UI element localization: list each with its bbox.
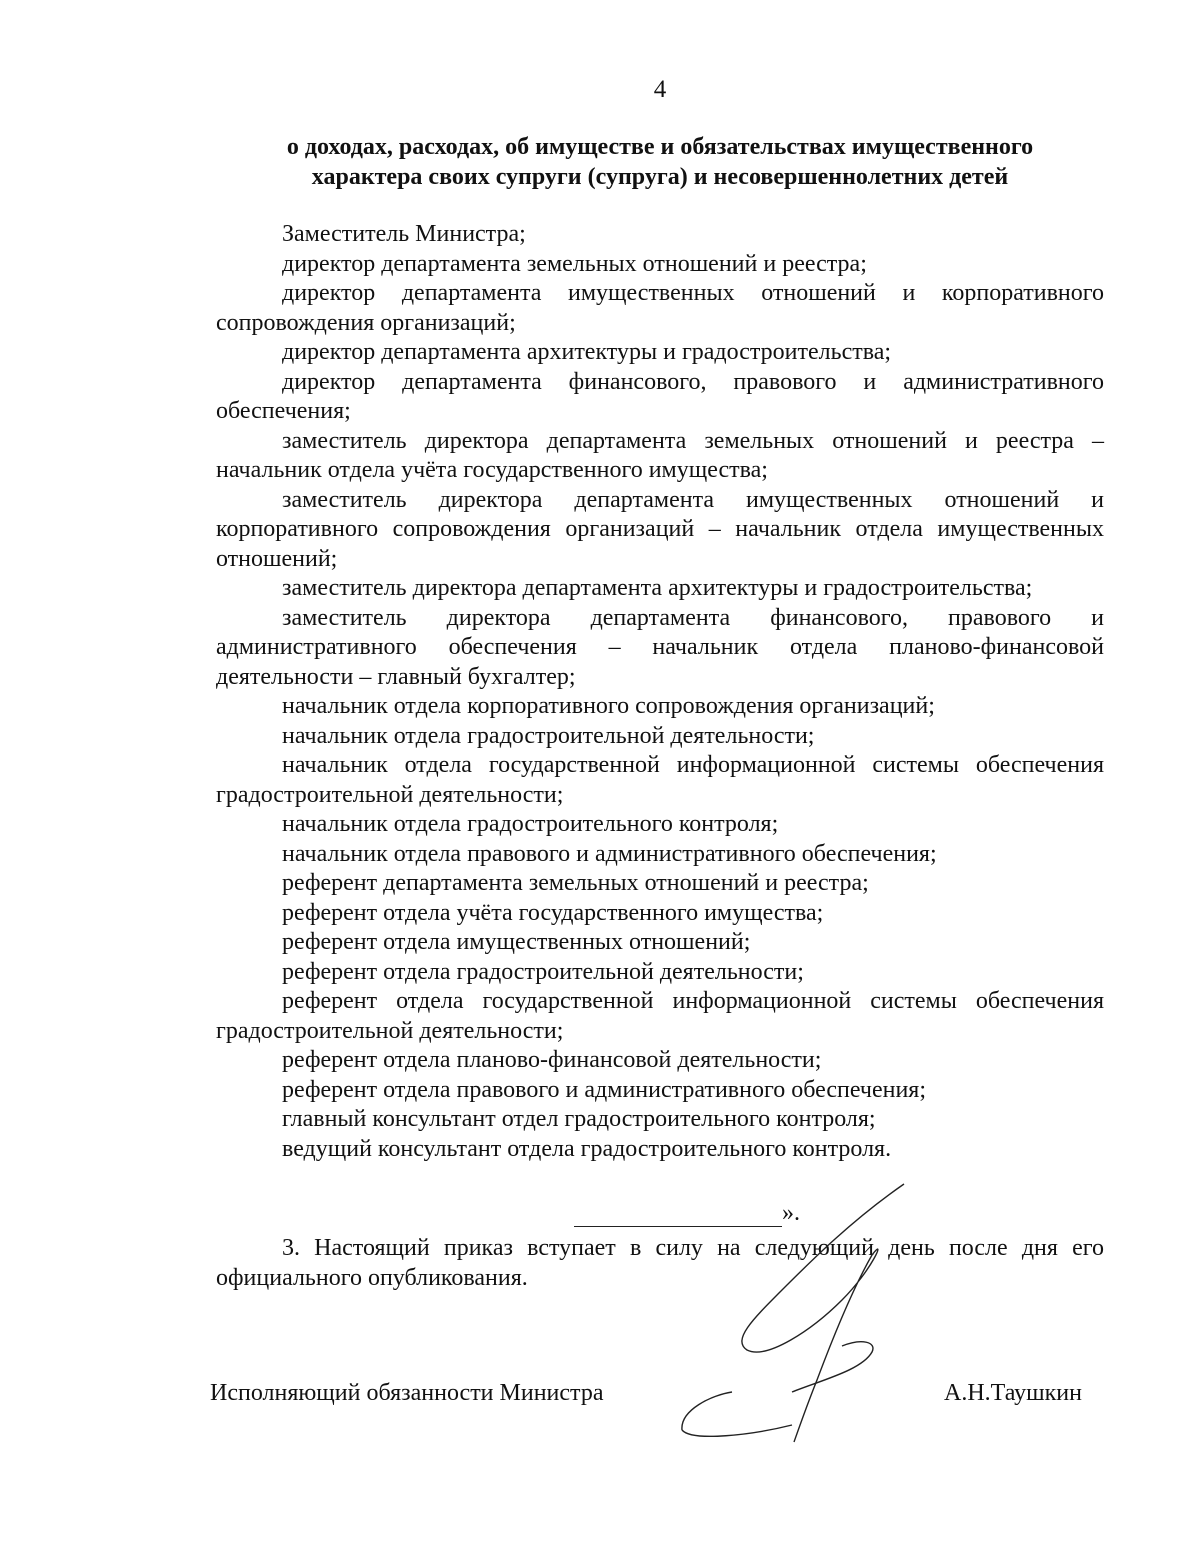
position-item: референт отдела имущественных отношений; xyxy=(282,929,751,955)
closing-quote: ». xyxy=(782,1200,800,1226)
position-item: начальник отдела градостроительного контроля; xyxy=(282,811,779,837)
position-item: директор департамента архитектуры и градостроительства; xyxy=(282,339,892,365)
position-item: референт отдела государственной информационной системы обеспечения градостроительной деятельности; xyxy=(216,988,1104,1044)
position-item: референт отдела правового и административного обеспечения; xyxy=(282,1076,927,1103)
position-item: заместитель директора департамента земельных отношений и реестра – начальник отдела учёта государственного имущества; xyxy=(216,427,1104,483)
title-line-1: о доходах, расходах, об имуществе и обязательствах имущественного xyxy=(286,134,1034,160)
position-item: ведущий консультант отдела градостроительного контроля. xyxy=(282,1135,892,1162)
position-item: начальник отдела правового и административного обеспечения; xyxy=(282,840,937,867)
position-item: главный консультант отдел градостроительного контроля; xyxy=(282,1106,876,1132)
position-item: референт департамента земельных отношений и реестра; xyxy=(282,870,869,896)
signature-stroke-loop xyxy=(682,1392,792,1436)
handwritten-signature xyxy=(672,1180,922,1450)
signature-stroke-main xyxy=(742,1184,904,1442)
position-item: референт отдела планово-финансовой деятельности; xyxy=(282,1047,822,1073)
position-item: референт отдела градостроительной деятельности; xyxy=(282,958,804,985)
section-title xyxy=(200,132,1120,192)
position-item: директор департамента имущественных отношений и корпоративного сопровождения организаций; xyxy=(216,280,1104,336)
position-item: референт отдела учёта государственного имущества; xyxy=(282,899,824,926)
signature-stroke-tail xyxy=(792,1342,873,1392)
position-item: заместитель директора департамента финансового, правового и административного обеспечения – начальник отдела планово-финансовой деятельности – главный бухгалтер; xyxy=(216,604,1104,690)
signatory-name: А.Н.Таушкин xyxy=(944,1380,1082,1406)
position-item: директор департамента земельных отношений и реестра; xyxy=(282,250,867,277)
position-item: заместитель директора департамента имущественных отношений и корпоративного сопровождения организаций – начальник отдела имущественных отношений; xyxy=(216,486,1104,572)
position-item: начальник отдела градостроительной деятельности; xyxy=(282,722,815,749)
page-number: 4 xyxy=(653,76,667,103)
position-item: начальник отдела корпоративного сопровождения организаций; xyxy=(282,693,935,719)
title-line-2: характера своих супруги (супруга) и несовершеннолетних детей xyxy=(311,164,1009,190)
clause-3: 3. Настоящий приказ вступает в силу на следующий день после дня его официального опубликования. xyxy=(216,1235,1104,1291)
positions-list xyxy=(216,220,1104,1164)
position-item: начальник отдела государственной информационной системы обеспечения градостроительной деятельности; xyxy=(216,752,1104,808)
position-item: Заместитель Министра; xyxy=(282,221,526,247)
signatory-title: Исполняющий обязанности Министра xyxy=(210,1380,604,1406)
position-item: заместитель директора департамента архитектуры и градостроительства; xyxy=(282,575,1033,601)
position-item: директор департамента финансового, правового и административного обеспечения; xyxy=(216,368,1104,424)
